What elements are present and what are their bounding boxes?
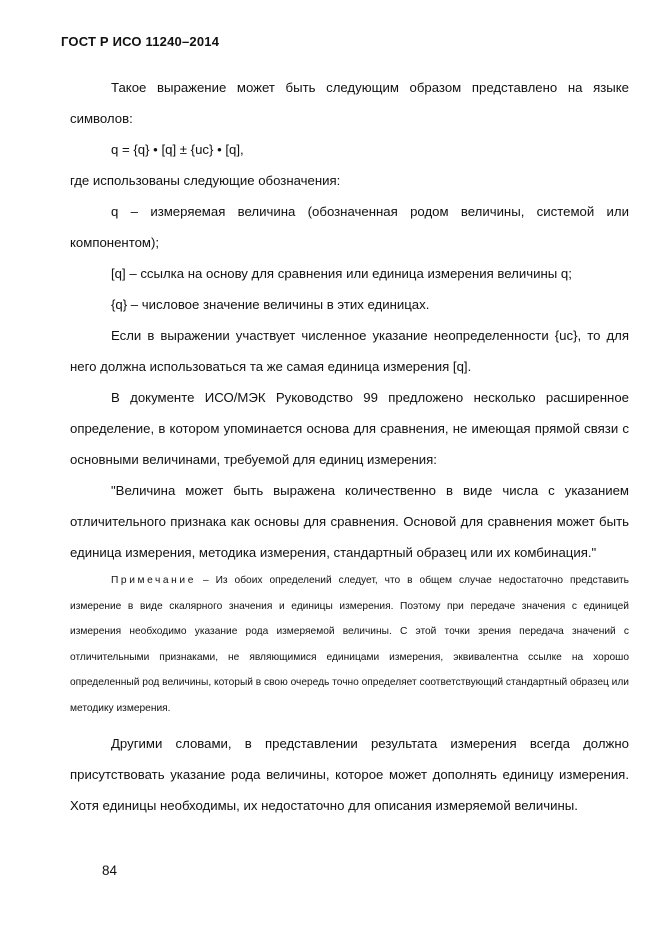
definition-item: q – измеряемая величина (обозначенная родом величины, системой или компонентом); <box>70 204 629 250</box>
formula: q = {q} • [q] ± {uc} • [q], <box>111 142 244 157</box>
document-header: ГОСТ Р ИСО 11240–2014 <box>61 34 220 49</box>
paragraph: где использованы следующие обозначения: <box>70 173 341 188</box>
paragraph: Если в выражении участвует численное указание неопределенности {uc}, то для него должна использоваться та же самая единица измерения [q]. <box>70 328 629 374</box>
note-text: – Из обоих определений следует, что в общем случае недостаточно представить измерение в виде скалярного значения и единицы измерения. Поэтому при передаче значения с единицей измерения необходимо указание рода измеряемой величины. С этой точки зрения передача значений с отличительными признаками, не являющимися единицами измерения, эквивалентна ссылке на хорошо определенный род величины, который в свою очередь точно определяет соответствующий стандартный образец или методику измерения. <box>70 575 629 714</box>
document-body <box>70 72 629 821</box>
paragraph: В документе ИСО/МЭК Руководство 99 предложено несколько расширенное определение, в котором упоминается основа для сравнения, не имеющая прямой связи с основными величинами, требуемой для единиц измерения: <box>70 390 629 467</box>
page-number: 84 <box>102 863 118 878</box>
definition-item: [q] – ссылка на основу для сравнения или единица измерения величины q; <box>111 266 572 281</box>
note <box>70 568 629 721</box>
quotation: "Величина может быть выражена количественно в виде числа с указанием отличительного признака как основы для сравнения. Основой для сравнения может быть единица измерения, методика измерения, стандартный образец или их комбинация." <box>70 483 629 560</box>
definition-item: {q} – числовое значение величины в этих единицах. <box>111 297 430 312</box>
paragraph: Другими словами, в представлении результата измерения всегда должно присутствовать указание рода величины, которое может дополнять единицу измерения. Хотя единицы необходимы, их недостаточно для описания измеряемой величины. <box>70 736 629 813</box>
note-label: Примечание <box>111 575 196 586</box>
paragraph: Такое выражение может быть следующим образом представлено на языке символов: <box>70 80 629 126</box>
